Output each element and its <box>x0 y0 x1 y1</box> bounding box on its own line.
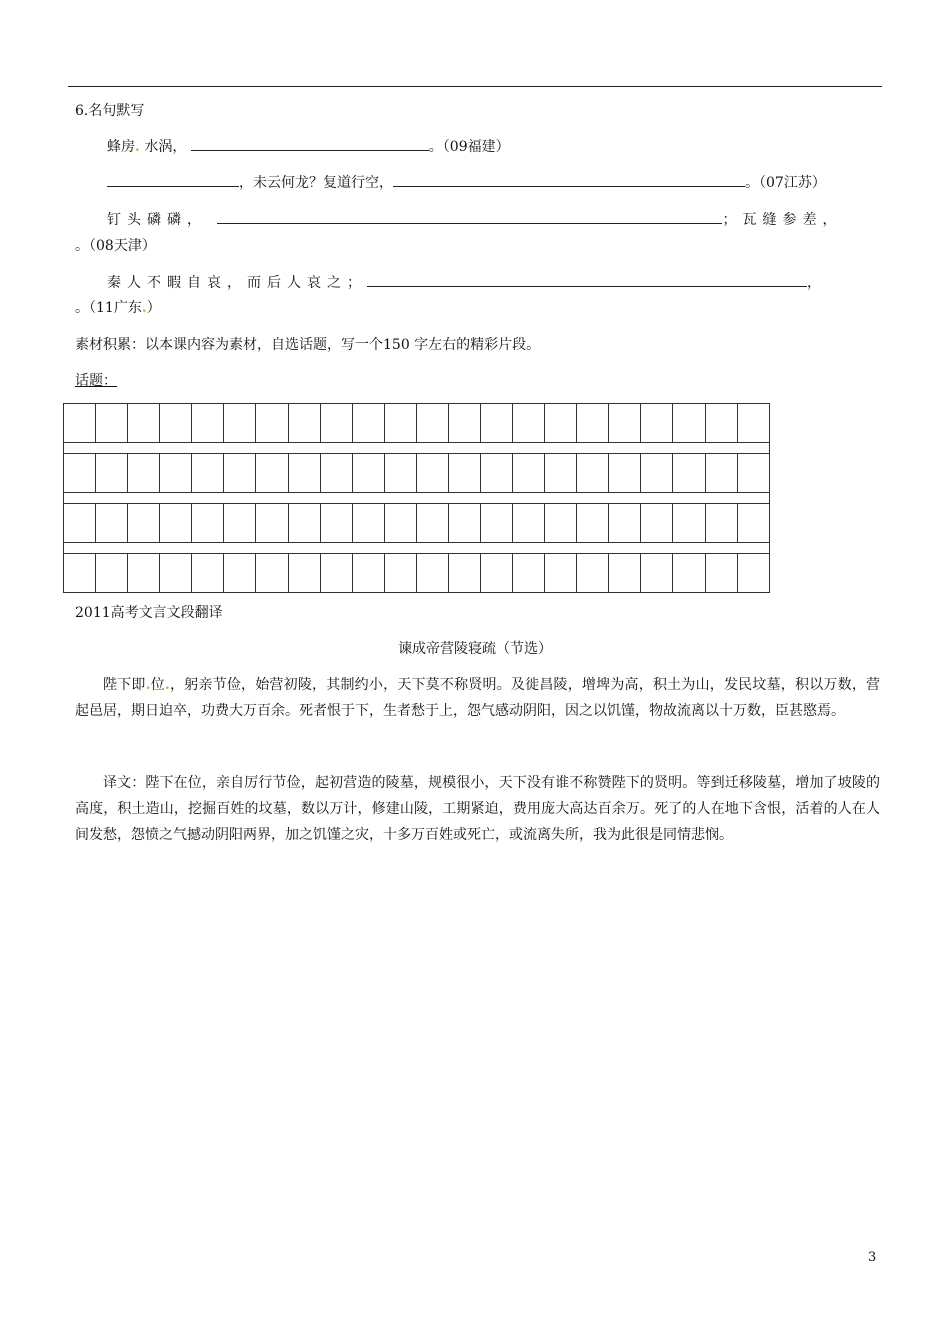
section-heading: 2011高考文言文段翻译 <box>75 605 223 621</box>
q6-l3-a: 钉头磷磷， <box>107 212 207 228</box>
q6-line-3 <box>107 209 842 229</box>
emphasis-dot: . <box>164 677 170 693</box>
essay-title: 谏成帝营陵寝疏（节选） <box>398 641 552 657</box>
q6-l2-a: ，未云何龙？复道行空， <box>239 175 393 191</box>
q6-line-4 <box>107 272 827 292</box>
translation-paragraph: 译文：陛下在位，亲自厉行节俭，起初营造的陵墓，规模很小，天下没有谁不称赞陛下的贤明。等到迁移陵墓，增加了坡陵的高度，积土造山，挖掘百姓的坟墓，数以万计，修建山陵，工期紧迫，费用庞大高达百余万。死了的人在地下含恨，活着的人在人间发愁，怨愤之气撼动阴阳两界，加之饥馑之灾，十多万百姓或死亡，或流离失所，我为此很是同情悲悯。 <box>75 775 880 843</box>
emphasis-dot: . <box>145 677 151 693</box>
answer-blank[interactable] <box>367 274 807 287</box>
topic-label[interactable]: 话题： <box>75 373 117 389</box>
q6-line-1 <box>107 136 510 156</box>
original-paragraph: 陛下即.位.，躬亲节俭，始营初陵，其制约小，天下莫不称贤明。及徙昌陵，增埤为高，积土为山，发民坟墓，积以万数，营起邑居，期日迫卒，功费大万百余。死者恨于下，生者愁于上，怨气感动阴阳，因之以饥馑，物故流离以十万数，臣甚愍焉。 <box>75 677 881 719</box>
writing-grid[interactable] <box>63 403 770 593</box>
material-prompt: 素材积累：以本课内容为素材，自选话题，写一个150 字左右的精彩片段。 <box>75 337 541 353</box>
page-number: 3 <box>868 1250 877 1265</box>
q6-l4-b: ， <box>807 275 827 291</box>
q6-l3-b: ；瓦缝参差， <box>722 212 843 228</box>
q6-l1-b: 水涡， <box>144 139 187 155</box>
q6-heading: 6.名句默写 <box>75 103 145 119</box>
q6-line-2 <box>107 172 826 192</box>
q6-l3-source: 。（08天津） <box>75 238 156 254</box>
q6-l1-a: 蜂房 <box>107 139 135 155</box>
answer-blank[interactable] <box>217 211 722 224</box>
answer-blank[interactable] <box>393 174 745 187</box>
emphasis-dot: . <box>141 300 147 316</box>
q6-l4-source: 。（11广东.） <box>75 300 161 316</box>
emphasis-dot: . <box>135 139 140 155</box>
q6-l2-b: 。（07江苏） <box>745 175 826 191</box>
answer-blank[interactable] <box>107 174 239 187</box>
header-rule <box>68 86 882 87</box>
answer-blank[interactable] <box>191 138 429 151</box>
q6-l4-a: 秦人不暇自哀，而后人哀之； <box>107 275 367 291</box>
q6-l1-c: 。（09福建） <box>428 139 510 155</box>
